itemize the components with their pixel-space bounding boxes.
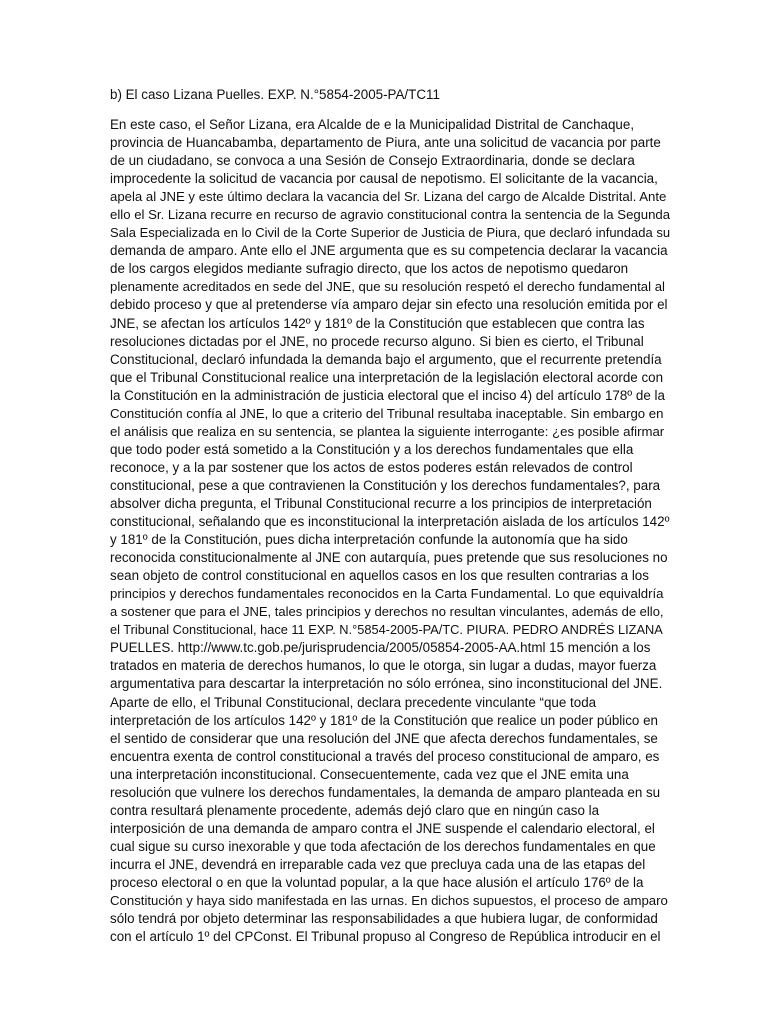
text-line: Constitución confía al JNE, lo que a criterio del Tribunal resultaba inaceptable. Sin embargo en: [110, 405, 664, 421]
text-line: con el artículo 1º del CPConst. El Tribunal propuso al Congreso de República introducir en el: [110, 929, 661, 945]
text-line: que el Tribunal Constitucional realice una interpretación de la legislación electoral acorde con: [110, 369, 664, 385]
text-line: provincia de Huancabamba, departamento de Piura, ante una solicitud de vacancia por parte: [110, 135, 661, 151]
text-line: principios y derechos fundamentales reconocidos en la Carta Fundamental. Lo que equivaldría: [110, 586, 664, 602]
text-line: En este caso, el Señor Lizana, era Alcalde de e la Municipalidad Distrital de Canchaque,: [110, 117, 635, 132]
text-line: interposición de una demanda de amparo contra el JNE suspende el calendario electoral, el: [110, 820, 655, 836]
text-line: y 181º de la Constitución, pues dicha interpretación confunde la autonomía que ha sido: [110, 532, 628, 548]
text-line: apela al JNE y este último declara la vacancia del Sr. Lizana del cargo de Alcalde Distrital. Ante: [110, 189, 667, 205]
section-heading: b) El caso Lizana Puelles. EXP. N.°5854-2005-PA/TC11: [110, 87, 440, 102]
text-line: el Tribunal Constitucional, hace 11 EXP. N.°5854-2005-PA/TC. PIURA. PEDRO ANDRÉS LIZANA: [110, 622, 663, 638]
text-line: interpretación de los artículos 142º y 181º de la Constitución que realice un poder público en: [110, 712, 658, 728]
text-line: tratados en materia de derechos humanos, lo que le otorga, sin lugar a dudas, mayor fuerza: [110, 658, 657, 674]
text-line: sean objeto de control constitucional en aquellos casos en los que resulten contrarias a los: [110, 568, 649, 584]
text-line: contra resultará plenamente procedente, además dejó claro que en ningún caso la: [110, 802, 600, 818]
text-line: ello el Sr. Lizana recurre en recurso de agravio constitucional contra la sentencia de la Segunda: [110, 207, 671, 223]
text-line: demanda de amparo. Ante ello el JNE argumenta que es su competencia declarar la vacancia: [110, 243, 668, 259]
text-line: absolver dicha pregunta, el Tribunal Constitucional recurre a los principios de interpretación: [110, 495, 652, 511]
text-line: debido proceso y que al pretenderse vía amparo dejar sin efecto una resolución emitida por el: [110, 297, 668, 313]
text-line: que todo poder está sometido a la Constitución y a los derechos fundamentales que ella: [110, 441, 634, 457]
text-line: proceso electoral o en que la voluntad popular, a la que hace alusión el artículo 176º de la: [110, 874, 644, 890]
text-line: constitucional, pese a que contravienen la Constitución y los derechos fundamentales?, para: [110, 477, 661, 493]
text-line: plenamente acreditados en sede del JNE, que su resolución respetó el derecho fundamental al: [110, 279, 665, 295]
text-line: improcedente la solicitud de vacancia por causal de nepotismo. El solicitante de la vacancia,: [110, 171, 658, 187]
text-line: encuentra exenta de control constitucional a través del proceso constitucional de amparo, es: [110, 748, 660, 764]
text-line: reconoce, y a la par sostener que los actos de estos poderes están relevados de control: [110, 459, 633, 475]
text-line: Constitucional, declaró infundada la demanda bajo el argumento, que el recurrente pretendía: [110, 351, 662, 367]
text-line: la Constitución en la administración de justicia electoral que el inciso 4) del artículo 178º de la: [110, 387, 665, 403]
text-line: una interpretación inconstitucional. Consecuentemente, cada vez que el JNE emita una: [110, 766, 629, 782]
text-line: Sala Especializada en lo Civil de la Corte Superior de Justicia de Piura, que declaró infundada su: [110, 225, 671, 241]
text-line: Constitución y haya sido manifestada en las urnas. En dichos supuestos, el proceso de amparo: [110, 893, 668, 909]
text-line: constitucional, señalando que es inconstitucional la interpretación aislada de los artículos 142º: [110, 514, 670, 530]
text-line: de un ciudadano, se convoca a una Sesión de Consejo Extraordinaria, donde se declara: [110, 153, 635, 169]
text-line: Aparte de ello, el Tribunal Constitucional, declara precedente vinculante “que toda: [110, 694, 597, 710]
text-line: argumentativa para descartar la interpretación no sólo errónea, sino inconstitucional del JNE.: [110, 676, 663, 692]
text-line: a sostener que para el JNE, tales principios y derechos no resultan vinculantes, además de ello,: [110, 604, 664, 620]
body-paragraph: [110, 116, 670, 946]
text-line: cual sigue su curso inexorable y que toda afectación de los derechos fundamentales en que: [110, 838, 656, 854]
text-line: PUELLES. http://www.tc.gob.pe/jurisprudencia/2005/05854-2005-AA.html 15 mención a los: [110, 640, 651, 656]
text-line: resoluciones dictadas por el JNE, no procede recurso alguno. Si bien es cierto, el Tribunal: [110, 333, 644, 349]
text-line: JNE, se afectan los artículos 142º y 181º de la Constitución que establecen que contra las: [110, 315, 645, 331]
text-line: incurra el JNE, devendrá en irreparable cada vez que precluya cada una de las etapas del: [110, 856, 646, 872]
text-line: reconocida constitucionalmente al JNE con autarquía, pues pretende que sus resoluciones no: [110, 550, 668, 566]
text-line: el sentido de considerar que una resolución del JNE que afecta derechos fundamentales, se: [110, 730, 658, 746]
text-line: resolución que vulnere los derechos fundamentales, la demanda de amparo planteada en su: [110, 784, 661, 800]
text-line: de los cargos elegidos mediante sufragio directo, que los actos de nepotismo quedaron: [110, 261, 629, 277]
text-line: sólo tendrá por objeto determinar las responsabilidades a que hubiera lugar, de conformidad: [110, 911, 658, 927]
text-line: el análisis que realiza en su sentencia, se plantea la siguiente interrogante: ¿es posible afirmar: [110, 423, 665, 439]
